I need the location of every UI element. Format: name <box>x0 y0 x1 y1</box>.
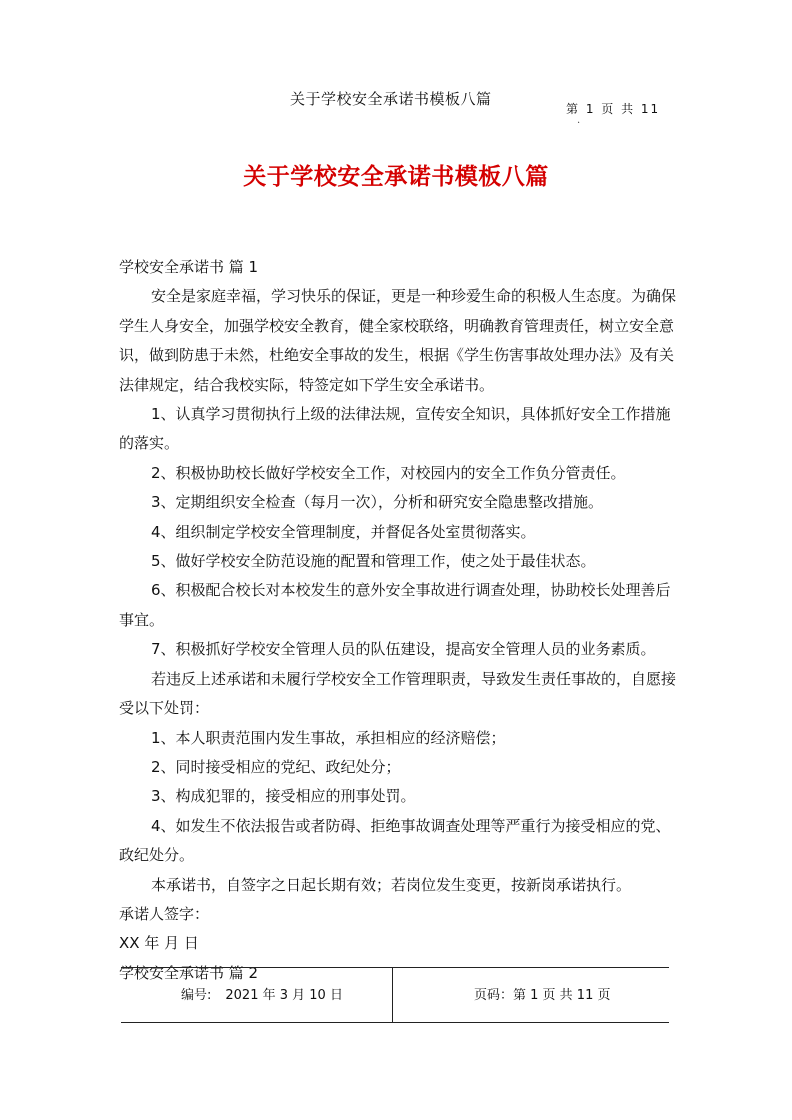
paragraph-penalty-item: 2、同时接受相应的党纪、政纪处分； <box>151 757 401 776</box>
paragraph-intro: 安全是家庭幸福，学习快乐的保证，更是一种珍爱生命的积极人生态度。为确保学生人身安全，加强学校安全教育，健全家校联络，明确教育管理责任，树立安全意识，做到防患于未然，杜绝安全事故的发生，根据《学生伤害事故处理办法》及有关法律规定，结合我校实际，特签定如下学生安全承诺书。 <box>119 287 677 394</box>
footer-top-rule <box>121 967 669 968</box>
paragraph-validity: 本承诺书，自签字之日起长期有效；若岗位发生变更，按新岗承诺执行。 <box>151 875 632 894</box>
paragraph-penalty-item: 4、如发生不依法报告或者防碍、拒绝事故调查处理等严重行为接受相应的党、政纪处分。 <box>119 816 671 865</box>
paragraph-penalty-intro: 若违反上述承诺和未履行学校安全工作管理职责，导致发生责任事故的，自愿接受以下处罚： <box>119 669 677 718</box>
footer-number <box>181 984 343 1003</box>
footer-divider <box>392 967 393 1022</box>
paragraph-penalty-item: 1、本人职责范围内发生事故，承担相应的经济赔偿； <box>151 728 506 747</box>
section-heading: 学校安全承诺书 篇 2 <box>119 963 259 982</box>
running-header-title: 关于学校安全承诺书模板八篇 <box>290 90 492 108</box>
paragraph-item: 6、积极配合校长对本校发生的意外安全事故进行调查处理，协助校长处理善后事宜。 <box>119 581 671 629</box>
footer-page-text: 页码：第 1 页 共 11 页 <box>474 988 611 1003</box>
running-header-page-indicator: 第 1 页 共 11 <box>566 102 661 116</box>
date-line: XX 年 月 日 <box>119 934 199 953</box>
document-body <box>119 253 679 988</box>
header-dot: . <box>577 115 581 126</box>
signer-label: 承诺人签字： <box>119 904 210 923</box>
document-title: 关于学校安全承诺书模板八篇 <box>243 164 549 190</box>
footer-number-label: 编号: <box>181 988 212 1003</box>
paragraph-item: 1、认真学习贯彻执行上级的法律法规，宣传安全知识，具体抓好安全工作措施的落实。 <box>119 405 671 453</box>
paragraph-item: 3、定期组织安全检查（每月一次），分析和研究安全隐患整改措施。 <box>151 493 604 512</box>
paragraph-item: 5、做好学校安全防范设施的配置和管理工作，使之处于最佳状态。 <box>151 552 596 571</box>
section-heading: 学校安全承诺书 篇 1 <box>119 258 259 276</box>
paragraph-item: 7、积极抓好学校安全管理人员的队伍建设，提高安全管理人员的业务素质。 <box>151 640 656 659</box>
paragraph-penalty-item: 3、构成犯罪的，接受相应的刑事处罚。 <box>151 787 416 806</box>
paragraph-item: 4、组织制定学校安全管理制度，并督促各处室贯彻落实。 <box>151 522 536 541</box>
footer-bottom-rule <box>121 1022 669 1023</box>
paragraph-item: 2、积极协助校长做好学校安全工作，对校园内的安全工作负分管责任。 <box>151 463 626 482</box>
footer-date: 2021 年 3 月 10 日 <box>225 988 343 1003</box>
